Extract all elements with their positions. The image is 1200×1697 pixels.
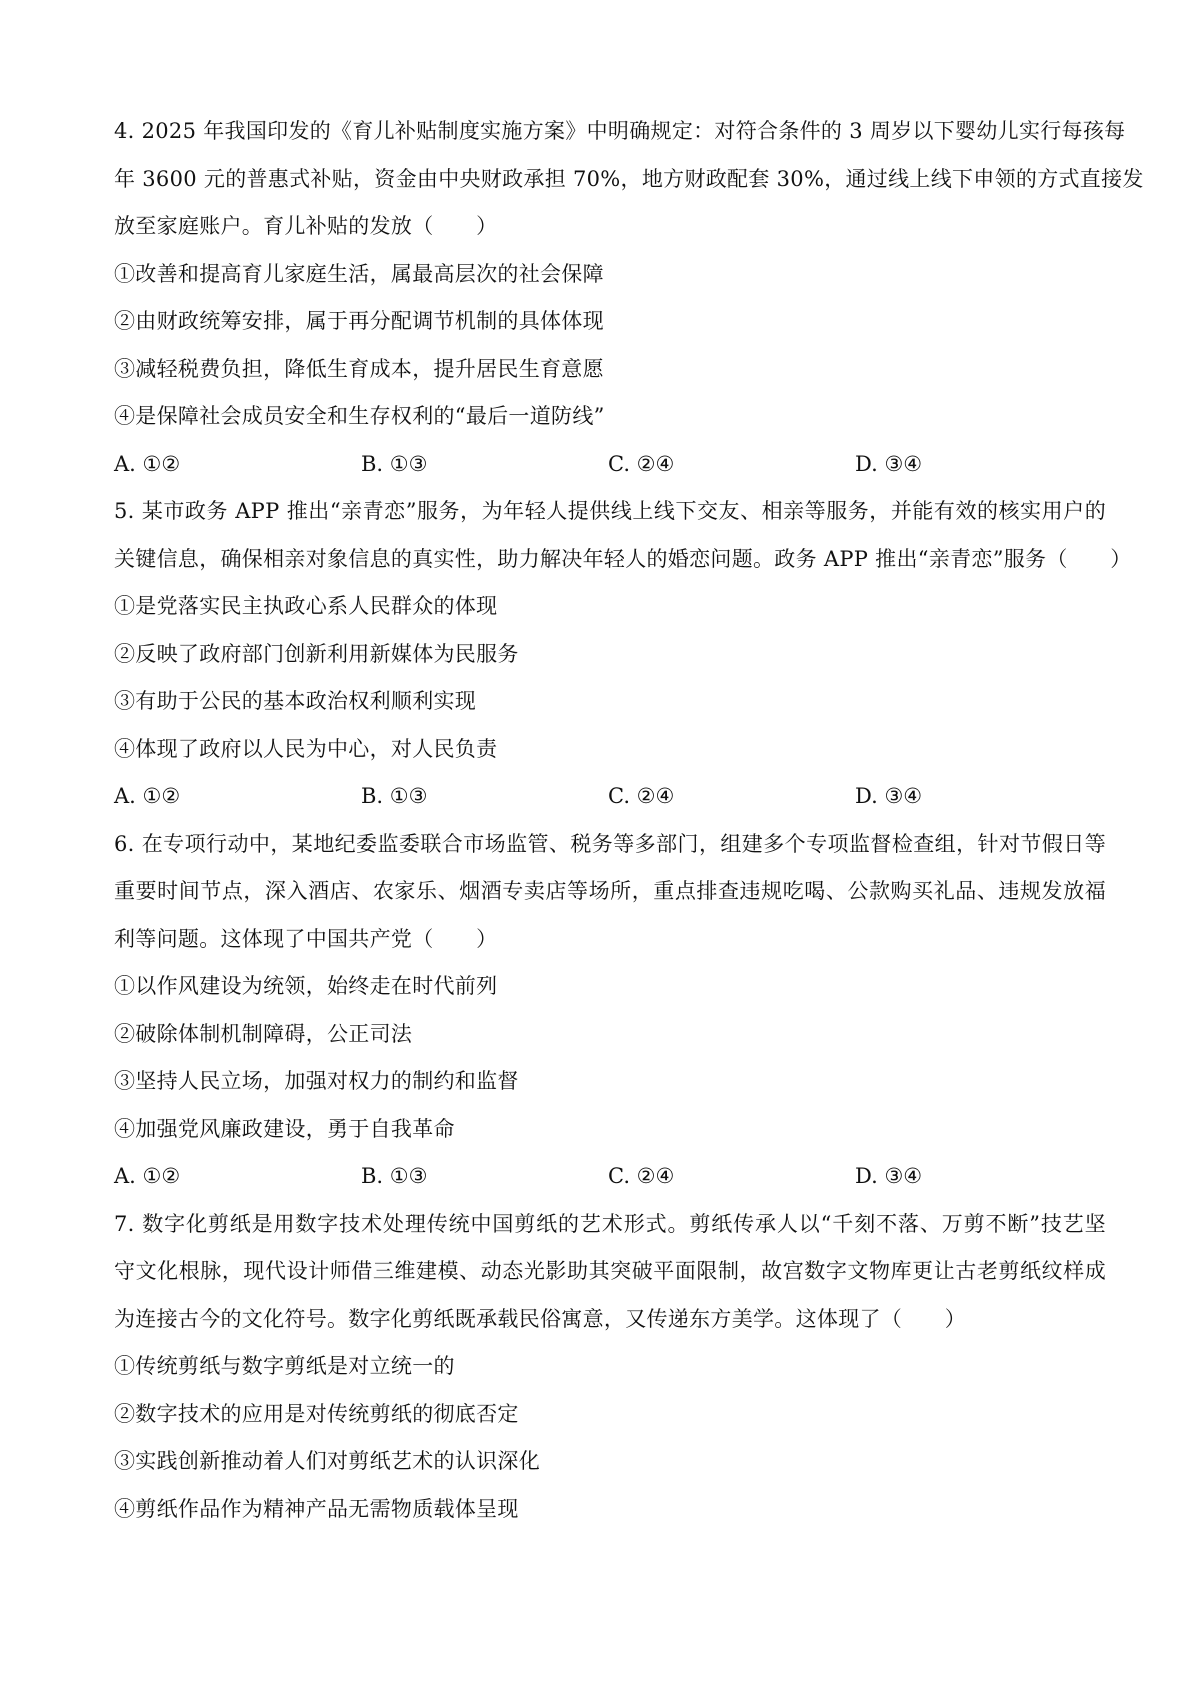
answer-choices xyxy=(114,1153,1106,1201)
statement-2: ②由财政统筹安排，属于再分配调节机制的具体体现 xyxy=(114,309,604,333)
choice-d[interactable]: D. ③④ xyxy=(855,784,923,808)
statement-2: ②数字技术的应用是对传统剪纸的彻底否定 xyxy=(114,1401,519,1426)
answer-choices xyxy=(114,441,1106,489)
choice-a[interactable]: A. ①② xyxy=(114,1164,181,1188)
statement-1: ①改善和提高育儿家庭生活，属最高层次的社会保障 xyxy=(114,261,604,286)
choice-c[interactable]: C. ②④ xyxy=(608,451,675,476)
statement-3: ③实践创新推动着人们对剪纸艺术的认识深化 xyxy=(114,1449,540,1473)
question-stem-line: 为连接古今的文化符号。数字化剪纸既承载民俗寓意，又传递东方美学。这体现了（ ） xyxy=(114,1306,966,1331)
choice-d[interactable]: D. ③④ xyxy=(855,451,923,476)
choice-b[interactable]: B. ①③ xyxy=(361,1164,428,1188)
question-stem-line: 6. 在专项行动中，某地纪委监委联合市场监管、税务等多部门，组建多个专项监督检查组，针对节假日等 xyxy=(114,831,1106,856)
question-7 xyxy=(114,1201,1106,1534)
statement-4: ④加强党风廉政建设，勇于自我革命 xyxy=(114,1116,455,1141)
choice-a[interactable]: A. ①② xyxy=(114,451,181,476)
question-stem-line: 7. 数字化剪纸是用数字技术处理传统中国剪纸的艺术形式。剪纸传承人以“千刻不落、万剪不断”技艺坚 xyxy=(114,1211,1106,1236)
statement-4: ④是保障社会成员安全和生存权利的“最后一道防线” xyxy=(114,404,605,428)
choice-d[interactable]: D. ③④ xyxy=(855,1164,923,1188)
statement-4: ④剪纸作品作为精神产品无需物质载体呈现 xyxy=(114,1496,519,1521)
choice-c[interactable]: C. ②④ xyxy=(608,1164,675,1188)
choice-a[interactable]: A. ①② xyxy=(114,784,181,808)
question-stem-line: 利等问题。这体现了中国共产党（ ） xyxy=(114,926,498,951)
statement-3: ③减轻税费负担，降低生育成本，提升居民生育意愿 xyxy=(114,356,604,381)
statement-2: ②反映了政府部门创新利用新媒体为民服务 xyxy=(114,641,519,666)
choice-b[interactable]: B. ①③ xyxy=(361,784,428,808)
question-stem-line: 年 3600 元的普惠式补贴，资金由中央财政承担 70%，地方财政配套 30%，通过线上线下申领的方式直接发 xyxy=(114,166,1144,191)
question-stem-line: 守文化根脉，现代设计师借三维建模、动态光影助其突破平面限制，故宫数字文物库更让古老剪纸纹样成 xyxy=(114,1259,1106,1283)
question-stem-line: 放至家庭账户。育儿补贴的发放（ ） xyxy=(114,214,498,238)
question-stem-line: 4. 2025 年我国印发的《育儿补贴制度实施方案》中明确规定：对符合条件的 3 周岁以下婴幼儿实行每孩每 xyxy=(114,119,1126,143)
question-stem-line: 重要时间节点，深入酒店、农家乐、烟酒专卖店等场所，重点排查违规吃喝、公款购买礼品、违规发放福 xyxy=(114,879,1106,903)
answer-choices xyxy=(114,773,1106,821)
question-4 xyxy=(114,108,1144,488)
statement-2: ②破除体制机制障碍，公正司法 xyxy=(114,1021,413,1046)
question-stem-line: 5. 某市政务 APP 推出“亲青恋”服务，为年轻人提供线上线下交友、相亲等服务，并能有效的核实用户的 xyxy=(114,499,1106,523)
statement-1: ①传统剪纸与数字剪纸是对立统一的 xyxy=(114,1354,455,1378)
statement-1: ①以作风建设为统领，始终走在时代前列 xyxy=(114,974,498,998)
choice-c[interactable]: C. ②④ xyxy=(608,784,675,808)
question-stem-line: 关键信息，确保相亲对象信息的真实性，助力解决年轻人的婚恋问题。政务 APP 推出“亲青恋”服务（ ） xyxy=(114,546,1132,571)
statement-3: ③有助于公民的基本政治权利顺利实现 xyxy=(114,689,477,713)
statement-1: ①是党落实民主执政心系人民群众的体现 xyxy=(114,594,498,618)
choice-b[interactable]: B. ①③ xyxy=(361,451,428,476)
question-5 xyxy=(114,488,1132,821)
statement-4: ④体现了政府以人民为中心，对人民负责 xyxy=(114,736,498,761)
question-6 xyxy=(114,821,1106,1201)
statement-3: ③坚持人民立场，加强对权力的制约和监督 xyxy=(114,1069,519,1093)
